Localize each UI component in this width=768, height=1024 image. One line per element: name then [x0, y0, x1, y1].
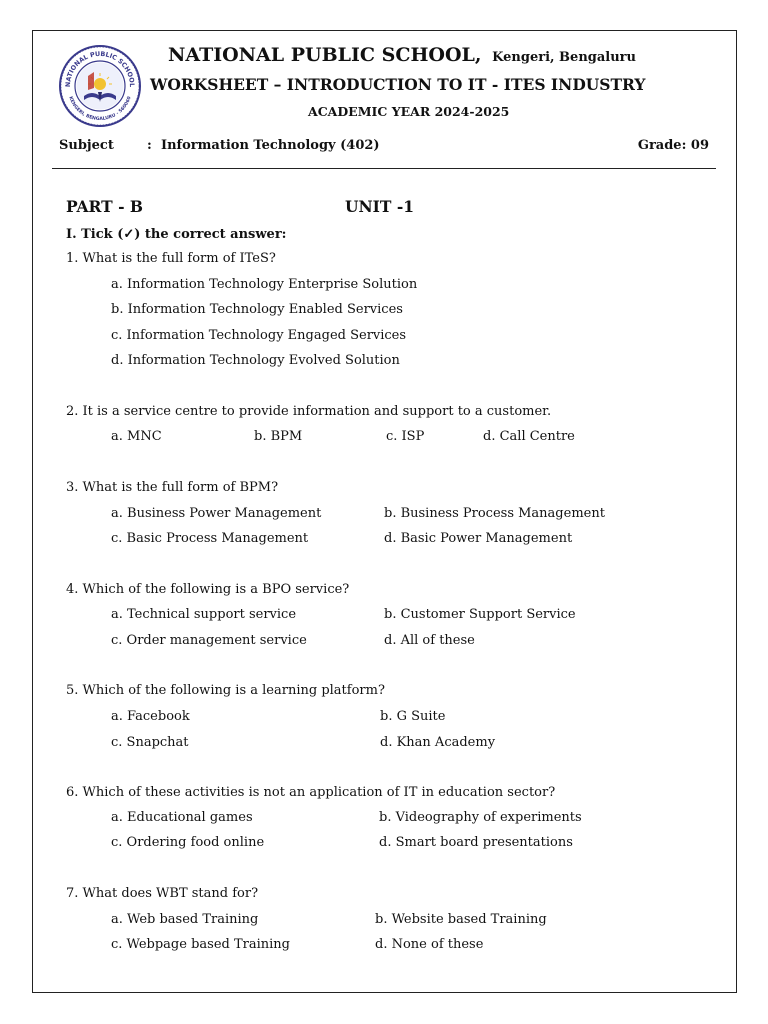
q1-option-b[interactable]: b. Information Technology Enabled Services [111, 302, 403, 317]
school-location: Kengeri, Bengaluru [492, 50, 636, 65]
q7-option-d[interactable]: d. None of these [375, 937, 484, 952]
q5-option-a[interactable]: a. Facebook [111, 709, 190, 724]
q3-option-c[interactable]: c. Basic Process Management [111, 531, 309, 546]
logo-text-top: NATIONAL PUBLIC SCHOOL [63, 49, 137, 88]
subject-colon: : [147, 138, 152, 153]
q1-option-c[interactable]: c. Information Technology Engaged Services [111, 328, 407, 343]
q4-option-a[interactable]: a. Technical support service [111, 607, 297, 622]
q6-option-c[interactable]: c. Ordering food online [111, 835, 265, 850]
q5-option-b[interactable]: b. G Suite [380, 709, 446, 724]
q7-option-c[interactable]: c. Webpage based Training [111, 937, 290, 952]
q5-option-c[interactable]: c. Snapchat [111, 735, 189, 750]
question-2: 2. It is a service centre to provide information and support to a customer. [66, 404, 552, 419]
part-heading: PART - B [66, 197, 144, 216]
question-1: 1. What is the full form of ITeS? [66, 251, 276, 266]
header-divider [52, 168, 716, 169]
academic-year: ACADEMIC YEAR 2024-2025 [308, 104, 510, 119]
q6-option-a[interactable]: a. Educational games [111, 810, 253, 825]
q6-option-b[interactable]: b. Videography of experiments [379, 810, 582, 825]
q1-option-d[interactable]: d. Information Technology Evolved Solution [111, 353, 400, 368]
q3-option-b[interactable]: b. Business Process Management [384, 506, 605, 521]
unit-heading: UNIT -1 [345, 197, 415, 216]
q2-option-a[interactable]: a. MNC [111, 429, 162, 444]
q7-option-b[interactable]: b. Website based Training [375, 912, 547, 927]
q3-option-d[interactable]: d. Basic Power Management [384, 531, 573, 546]
q4-option-b[interactable]: b. Customer Support Service [384, 607, 576, 622]
q2-option-b[interactable]: b. BPM [254, 429, 303, 444]
logo-text-bottom: KENGERI, BENGALURU - 560060 [67, 96, 133, 123]
q4-option-d[interactable]: d. All of these [384, 633, 475, 648]
q2-option-c[interactable]: c. ISP [386, 429, 425, 444]
q5-option-d[interactable]: d. Khan Academy [380, 735, 496, 750]
school-name: NATIONAL PUBLIC SCHOOL, [168, 44, 482, 66]
worksheet-title: WORKSHEET – INTRODUCTION TO IT - ITES INDUSTRY [150, 75, 646, 94]
question-5: 5. Which of the following is a learning platform? [66, 683, 385, 698]
school-logo-icon [58, 44, 142, 128]
q7-option-a[interactable]: a. Web based Training [111, 912, 259, 927]
q3-option-a[interactable]: a. Business Power Management [111, 506, 322, 521]
instruction: I. Tick (✓) the correct answer: [66, 227, 287, 242]
q2-option-d[interactable]: d. Call Centre [483, 429, 575, 444]
q4-option-c[interactable]: c. Order management service [111, 633, 307, 648]
question-4: 4. Which of the following is a BPO service? [66, 582, 350, 597]
q6-option-d[interactable]: d. Smart board presentations [379, 835, 573, 850]
q1-option-a[interactable]: a. Information Technology Enterprise Solution [111, 277, 418, 292]
subject-value: Information Technology (402) [161, 138, 380, 153]
question-6: 6. Which of these activities is not an application of IT in education sector? [66, 785, 556, 800]
school-name-line [168, 44, 636, 66]
subject-label: Subject [59, 138, 114, 153]
question-3: 3. What is the full form of BPM? [66, 480, 279, 495]
grade-label: Grade: 09 [637, 138, 709, 153]
question-7: 7. What does WBT stand for? [66, 886, 259, 901]
